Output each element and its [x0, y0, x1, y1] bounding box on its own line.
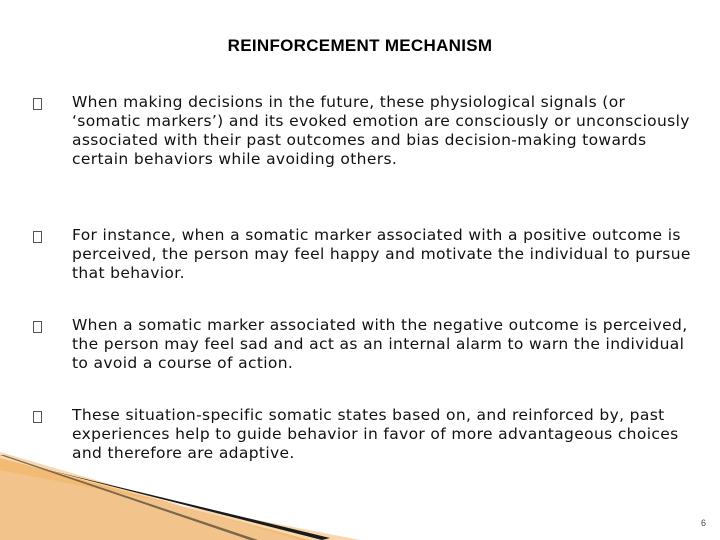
bullet-item-4: These situation-specific somatic states based on, and reinforced by, past experiences help to guide behavior in favor of more advantageous choices and therefore are adaptive. [72, 406, 679, 462]
bullet-item-1: When making decisions in the future, these physiological signals (or ‘somatic markers’) and its evoked emotion are consciously or unconsciously associated with their past outcomes and bias decision-making towards certain behaviors while avoiding others. [72, 93, 690, 168]
bullet-item-2: For instance, when a somatic marker associated with a positive outcome is perceived, the person may feel happy and motivate the individual to pursue that behavior. [72, 226, 691, 282]
bullet-item-3: When a somatic marker associated with the negative outcome is perceived, the person may feel sad and act as an internal alarm to warn the individual to avoid a course of action. [72, 316, 688, 372]
page-number: 6 [700, 518, 706, 528]
slide-title: REINFORCEMENT MECHANISM [227, 36, 493, 55]
